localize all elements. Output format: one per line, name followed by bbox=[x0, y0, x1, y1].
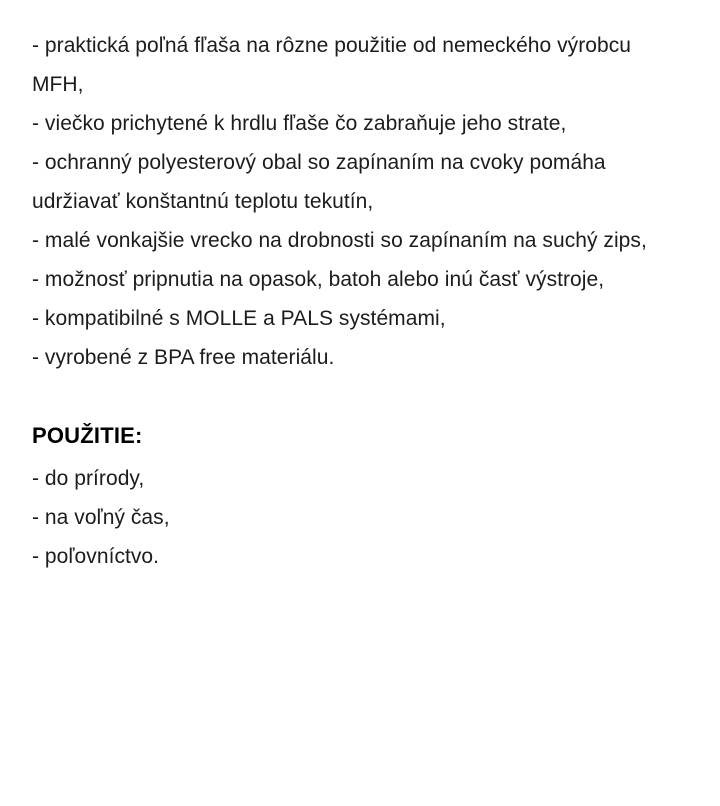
list-item: - vyrobené z BPA free materiálu. bbox=[32, 346, 335, 369]
list-item: - ochranný polyesterový obal so zapínaním na cvoky pomáha udržiavať konštantnú teplotu tekutín, bbox=[32, 151, 606, 213]
list-item: - do prírody, bbox=[32, 467, 145, 490]
usage-heading: POUŽITIE: bbox=[32, 423, 143, 448]
usage-list bbox=[32, 459, 686, 576]
list-item: - viečko prichytené k hrdlu fľaše čo zabraňuje jeho strate, bbox=[32, 112, 567, 135]
feature-list bbox=[32, 26, 686, 377]
list-item: - malé vonkajšie vrecko na drobnosti so zapínaním na suchý zips, bbox=[32, 229, 647, 252]
list-item: - poľovníctvo. bbox=[32, 545, 160, 568]
list-item: - kompatibilné s MOLLE a PALS systémami, bbox=[32, 307, 446, 330]
list-item: - možnosť pripnutia na opasok, batoh alebo inú časť výstroje, bbox=[32, 268, 605, 291]
list-item: - na voľný čas, bbox=[32, 506, 170, 529]
section-spacer bbox=[32, 377, 686, 421]
list-item: - praktická poľná fľaša na rôzne použitie od nemeckého výrobcu MFH, bbox=[32, 34, 632, 96]
